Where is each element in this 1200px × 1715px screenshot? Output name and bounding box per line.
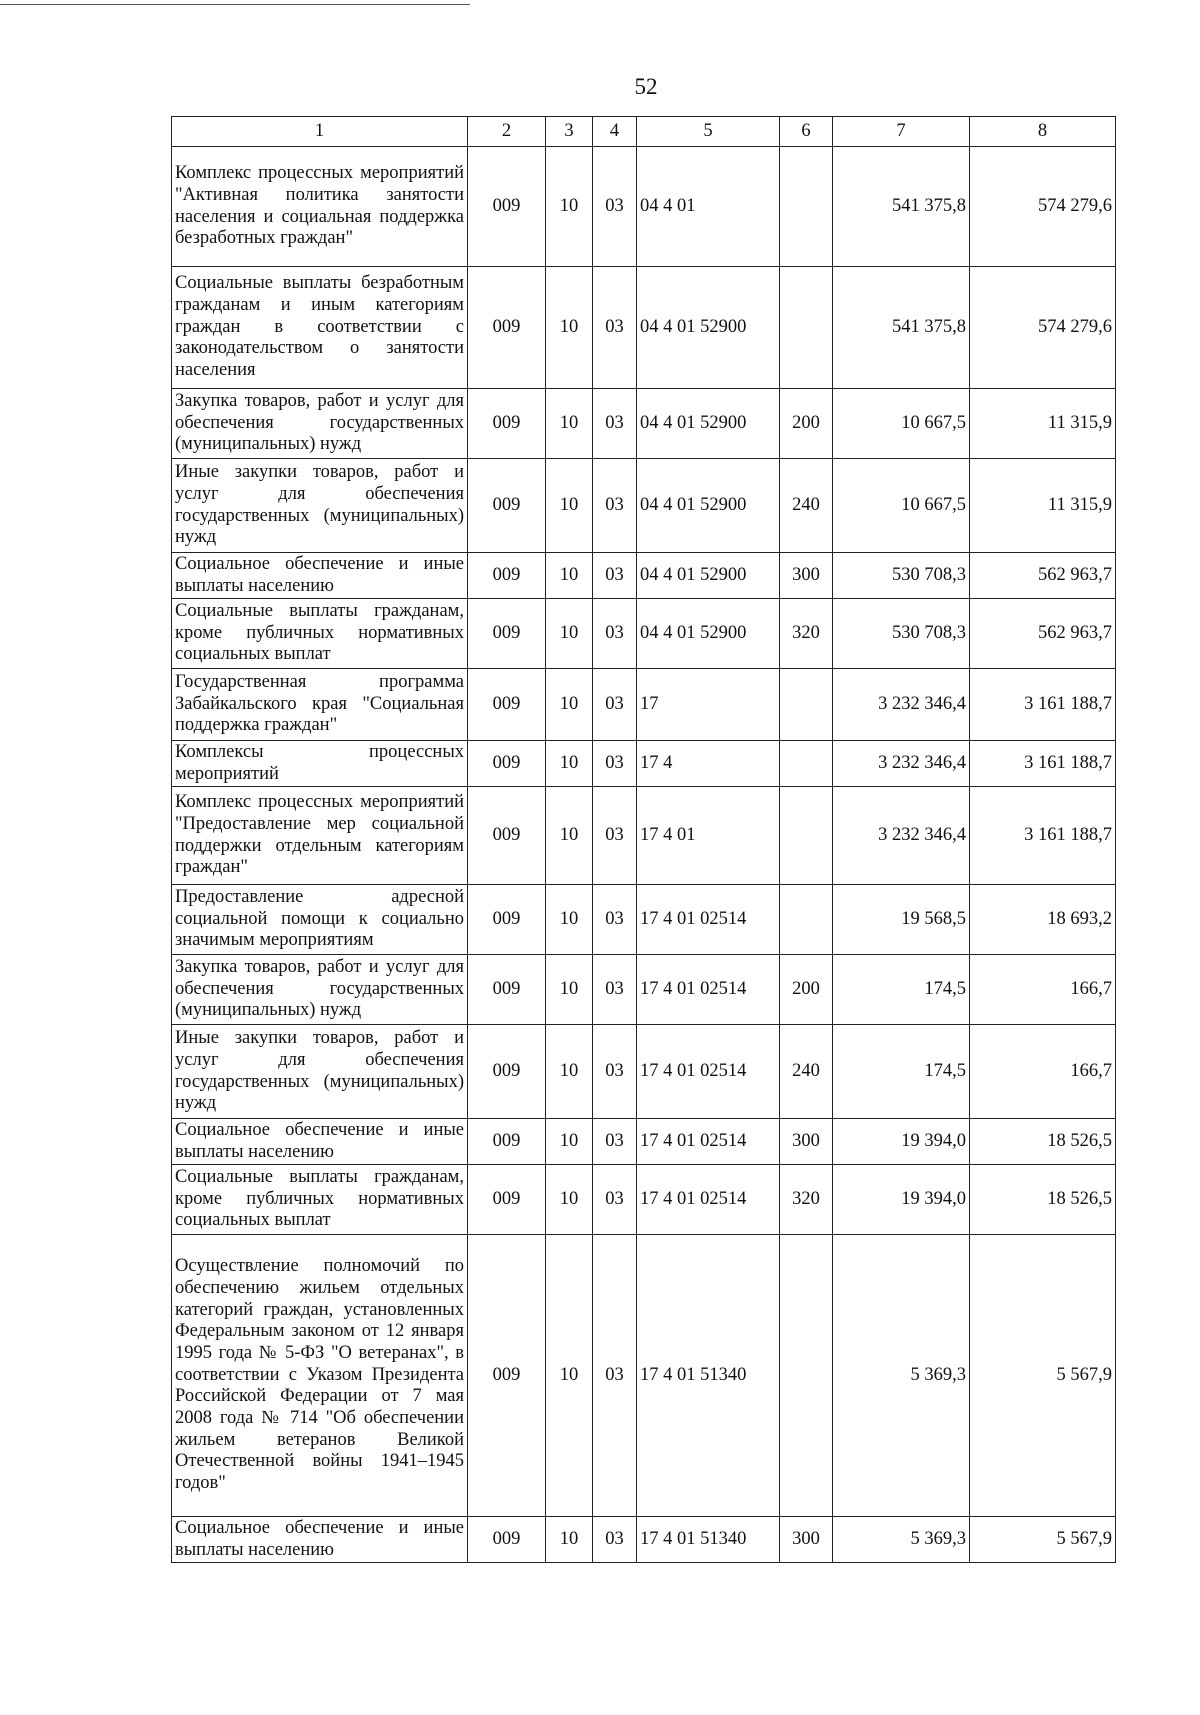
cell-name: Иные закупки товаров, работ и услуг для обеспечения государственных (муниципальных) нужд	[172, 459, 468, 553]
cell-target-code: 17 4 01 02514	[637, 1025, 780, 1119]
cell-subsection: 03	[593, 787, 637, 885]
cell-target-code: 17 4 01 51340	[637, 1235, 780, 1517]
cell-expense-type: 300	[780, 1119, 833, 1165]
cell-amount-1: 3 232 346,4	[833, 787, 970, 885]
cell-ministry: 009	[468, 955, 546, 1025]
cell-subsection: 03	[593, 669, 637, 741]
cell-name: Социальное обеспечение и иные выплаты населению	[172, 553, 468, 599]
cell-expense-type	[780, 885, 833, 955]
cell-section: 10	[546, 599, 593, 669]
table-row	[172, 553, 1116, 599]
cell-subsection: 03	[593, 955, 637, 1025]
cell-amount-1: 541 375,8	[833, 147, 970, 267]
cell-target-code: 17 4 01 02514	[637, 955, 780, 1025]
cell-amount-1: 10 667,5	[833, 459, 970, 553]
cell-expense-type	[780, 1235, 833, 1517]
cell-expense-type: 200	[780, 955, 833, 1025]
cell-target-code: 17 4 01 02514	[637, 1119, 780, 1165]
column-header: 3	[546, 117, 593, 147]
cell-target-code: 04 4 01 52900	[637, 267, 780, 389]
cell-ministry: 009	[468, 1025, 546, 1119]
cell-subsection: 03	[593, 1235, 637, 1517]
cell-expense-type: 200	[780, 389, 833, 459]
cell-amount-2: 166,7	[970, 1025, 1116, 1119]
column-header: 2	[468, 117, 546, 147]
table-row	[172, 1517, 1116, 1563]
cell-name: Осуществление полномочий по обеспечению жильем отдельных категорий граждан, установленных Федеральным законом от 12 января 1995 года № 5-ФЗ "О ветеранах", в соответствии с Указом Президента Российской Федерации от 7 мая 2008 года № 714 "Об обеспечении жильем ветеранов Великой Отечественной войны 1941–1945 годов"	[172, 1235, 468, 1517]
top-rule	[0, 4, 470, 5]
cell-section: 10	[546, 1165, 593, 1235]
cell-name: Государственная программа Забайкальского края "Социальная поддержка граждан"	[172, 669, 468, 741]
cell-target-code: 17 4 01	[637, 787, 780, 885]
table-row	[172, 669, 1116, 741]
cell-expense-type: 320	[780, 1165, 833, 1235]
cell-section: 10	[546, 741, 593, 787]
table-row	[172, 1235, 1116, 1517]
cell-target-code: 17 4 01 02514	[637, 1165, 780, 1235]
cell-amount-2: 11 315,9	[970, 389, 1116, 459]
cell-expense-type	[780, 267, 833, 389]
table-row	[172, 147, 1116, 267]
cell-expense-type: 300	[780, 1517, 833, 1563]
cell-section: 10	[546, 459, 593, 553]
cell-target-code: 17	[637, 669, 780, 741]
cell-name: Социальные выплаты гражданам, кроме публичных нормативных социальных выплат	[172, 599, 468, 669]
cell-ministry: 009	[468, 1119, 546, 1165]
cell-name: Социальные выплаты гражданам, кроме публичных нормативных социальных выплат	[172, 1165, 468, 1235]
column-header: 5	[637, 117, 780, 147]
cell-amount-2: 18 526,5	[970, 1165, 1116, 1235]
cell-amount-1: 530 708,3	[833, 553, 970, 599]
cell-section: 10	[546, 787, 593, 885]
cell-ministry: 009	[468, 669, 546, 741]
column-header: 4	[593, 117, 637, 147]
cell-amount-2: 574 279,6	[970, 147, 1116, 267]
cell-amount-2: 3 161 188,7	[970, 669, 1116, 741]
cell-amount-1: 19 394,0	[833, 1165, 970, 1235]
cell-section: 10	[546, 267, 593, 389]
cell-subsection: 03	[593, 1165, 637, 1235]
cell-ministry: 009	[468, 885, 546, 955]
cell-ministry: 009	[468, 741, 546, 787]
cell-name: Социальное обеспечение и иные выплаты населению	[172, 1119, 468, 1165]
table-row	[172, 741, 1116, 787]
header-row	[172, 117, 1116, 147]
cell-section: 10	[546, 1025, 593, 1119]
cell-amount-2: 3 161 188,7	[970, 787, 1116, 885]
cell-expense-type: 240	[780, 459, 833, 553]
cell-amount-2: 574 279,6	[970, 267, 1116, 389]
cell-ministry: 009	[468, 599, 546, 669]
cell-ministry: 009	[468, 1235, 546, 1517]
cell-amount-2: 5 567,9	[970, 1235, 1116, 1517]
cell-name: Комплексы процессных мероприятий	[172, 741, 468, 787]
cell-subsection: 03	[593, 147, 637, 267]
cell-amount-1: 530 708,3	[833, 599, 970, 669]
cell-amount-2: 166,7	[970, 955, 1116, 1025]
cell-name: Иные закупки товаров, работ и услуг для обеспечения государственных (муниципальных) нужд	[172, 1025, 468, 1119]
cell-amount-1: 174,5	[833, 1025, 970, 1119]
cell-expense-type: 300	[780, 553, 833, 599]
table-row	[172, 459, 1116, 553]
cell-expense-type	[780, 669, 833, 741]
table-row	[172, 599, 1116, 669]
table-row	[172, 885, 1116, 955]
cell-name: Комплекс процессных мероприятий "Активная политика занятости населения и социальная поддержка безработных граждан"	[172, 147, 468, 267]
cell-ministry: 009	[468, 147, 546, 267]
cell-amount-1: 19 568,5	[833, 885, 970, 955]
cell-expense-type: 320	[780, 599, 833, 669]
cell-amount-1: 5 369,3	[833, 1517, 970, 1563]
cell-amount-1: 5 369,3	[833, 1235, 970, 1517]
cell-ministry: 009	[468, 1165, 546, 1235]
cell-amount-2: 3 161 188,7	[970, 741, 1116, 787]
cell-subsection: 03	[593, 1025, 637, 1119]
cell-amount-1: 10 667,5	[833, 389, 970, 459]
cell-subsection: 03	[593, 553, 637, 599]
cell-amount-2: 18 526,5	[970, 1119, 1116, 1165]
cell-section: 10	[546, 955, 593, 1025]
page-number: 52	[634, 74, 658, 99]
cell-subsection: 03	[593, 267, 637, 389]
cell-amount-1: 3 232 346,4	[833, 741, 970, 787]
cell-ministry: 009	[468, 267, 546, 389]
column-header: 7	[833, 117, 970, 147]
cell-subsection: 03	[593, 599, 637, 669]
cell-target-code: 04 4 01 52900	[637, 553, 780, 599]
cell-subsection: 03	[593, 459, 637, 553]
cell-amount-1: 3 232 346,4	[833, 669, 970, 741]
cell-ministry: 009	[468, 787, 546, 885]
cell-target-code: 17 4	[637, 741, 780, 787]
cell-subsection: 03	[593, 885, 637, 955]
cell-name: Закупка товаров, работ и услуг для обеспечения государственных (муниципальных) нужд	[172, 955, 468, 1025]
cell-subsection: 03	[593, 741, 637, 787]
cell-amount-1: 174,5	[833, 955, 970, 1025]
cell-name: Закупка товаров, работ и услуг для обеспечения государственных (муниципальных) нужд	[172, 389, 468, 459]
cell-target-code: 17 4 01 02514	[637, 885, 780, 955]
cell-amount-2: 5 567,9	[970, 1517, 1116, 1563]
cell-section: 10	[546, 669, 593, 741]
table-row	[172, 1165, 1116, 1235]
table-row	[172, 787, 1116, 885]
cell-ministry: 009	[468, 553, 546, 599]
table-row	[172, 955, 1116, 1025]
cell-amount-2: 18 693,2	[970, 885, 1116, 955]
cell-subsection: 03	[593, 1119, 637, 1165]
cell-section: 10	[546, 885, 593, 955]
cell-amount-1: 541 375,8	[833, 267, 970, 389]
cell-section: 10	[546, 1119, 593, 1165]
cell-target-code: 04 4 01 52900	[637, 599, 780, 669]
cell-target-code: 04 4 01	[637, 147, 780, 267]
cell-amount-2: 562 963,7	[970, 553, 1116, 599]
table-row	[172, 1025, 1116, 1119]
table-row	[172, 389, 1116, 459]
cell-expense-type	[780, 741, 833, 787]
cell-ministry: 009	[468, 1517, 546, 1563]
cell-target-code: 04 4 01 52900	[637, 459, 780, 553]
budget-table	[171, 116, 1116, 1563]
cell-target-code: 17 4 01 51340	[637, 1517, 780, 1563]
cell-section: 10	[546, 553, 593, 599]
cell-target-code: 04 4 01 52900	[637, 389, 780, 459]
cell-name: Социальное обеспечение и иные выплаты населению	[172, 1517, 468, 1563]
cell-expense-type: 240	[780, 1025, 833, 1119]
cell-section: 10	[546, 1235, 593, 1517]
cell-subsection: 03	[593, 389, 637, 459]
column-header: 1	[172, 117, 468, 147]
cell-name: Предоставление адресной социальной помощи к социально значимым мероприятиям	[172, 885, 468, 955]
cell-amount-2: 562 963,7	[970, 599, 1116, 669]
cell-name: Социальные выплаты безработным гражданам и иным категориям граждан в соответствии с законодательством о занятости населения	[172, 267, 468, 389]
column-header: 8	[970, 117, 1116, 147]
cell-section: 10	[546, 147, 593, 267]
cell-amount-2: 11 315,9	[970, 459, 1116, 553]
cell-subsection: 03	[593, 1517, 637, 1563]
table-row	[172, 267, 1116, 389]
table-row	[172, 1119, 1116, 1165]
cell-expense-type	[780, 147, 833, 267]
cell-amount-1: 19 394,0	[833, 1119, 970, 1165]
cell-section: 10	[546, 1517, 593, 1563]
cell-section: 10	[546, 389, 593, 459]
cell-ministry: 009	[468, 459, 546, 553]
cell-ministry: 009	[468, 389, 546, 459]
column-header: 6	[780, 117, 833, 147]
cell-expense-type	[780, 787, 833, 885]
cell-name: Комплекс процессных мероприятий "Предоставление мер социальной поддержки отдельным категориям граждан"	[172, 787, 468, 885]
